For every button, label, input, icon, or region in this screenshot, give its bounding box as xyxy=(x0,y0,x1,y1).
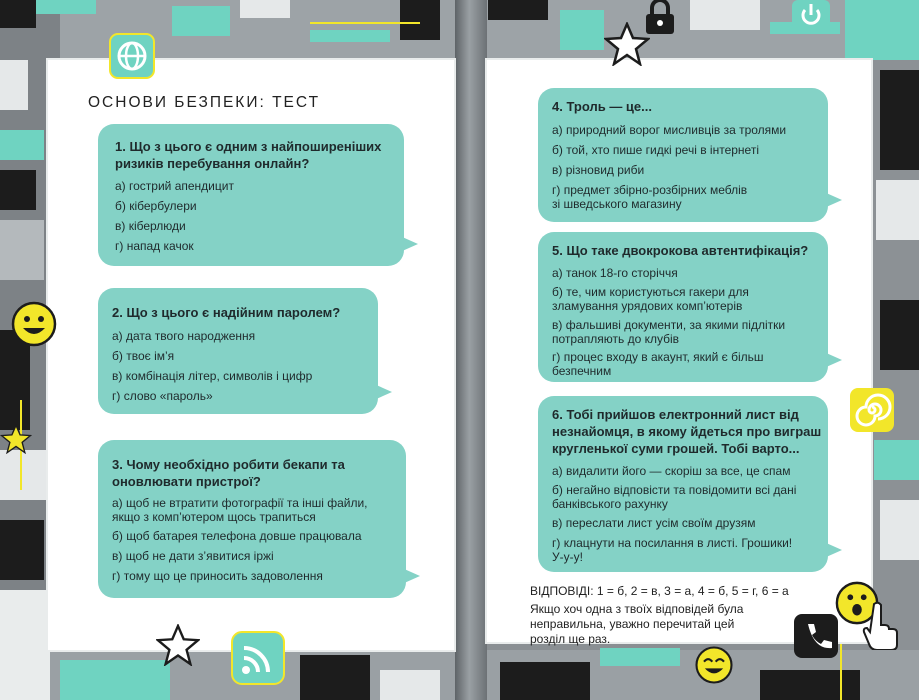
question-bubble-2 xyxy=(98,288,378,414)
answer-option[interactable]: а) танок 18-го сторіччя xyxy=(552,266,678,280)
phone-icon xyxy=(792,612,840,660)
question-3-text: 3. Чому необхідно робити бекапи та оновлювати пристрої? xyxy=(112,457,345,489)
answer-option[interactable]: г) тому що це приносить задоволення xyxy=(112,569,323,583)
question-bubble-6 xyxy=(538,396,828,572)
answer-option[interactable]: б) той, хто пише гидкі речі в інтернеті xyxy=(552,143,759,157)
smiley-icon xyxy=(694,645,734,685)
answer-option[interactable]: б) негайно відповісти та повідомити всі дані банківського рахунку xyxy=(552,483,797,511)
answer-note: Якщо хоч одна з твоїх відповідей була неправильна, уважно перечитай цей розділ ще раз. xyxy=(530,602,744,646)
question-bubble-1 xyxy=(98,124,404,266)
pointing-hand-icon xyxy=(860,600,904,650)
answer-option[interactable]: а) природний ворог мисливців за тролями xyxy=(552,123,787,137)
power-icon xyxy=(792,0,830,30)
answer-option[interactable]: в) фальшиві документи, за якими підлітки потрапляють до клубів xyxy=(552,318,786,346)
spiral-icon xyxy=(848,386,896,434)
answer-option[interactable]: а) щоб не втратити фотографії та інші файли, якщо з комп’ютером щось трапиться xyxy=(112,496,368,524)
answer-option[interactable]: г) предмет збірно-розбірних меблів зі шведського магазину xyxy=(552,183,748,211)
question-bubble-3 xyxy=(98,440,406,598)
answer-option[interactable]: б) твоє ім’я xyxy=(112,349,175,363)
question-2-text: 2. Що з цього є надійним паролем? xyxy=(112,305,341,320)
question-bubble-4 xyxy=(538,88,828,222)
star-icon xyxy=(156,624,200,666)
question-bubble-5 xyxy=(538,232,828,382)
answer-key xyxy=(530,584,789,598)
book-gutter xyxy=(455,0,487,700)
globe-icon xyxy=(108,32,156,80)
answer-option[interactable]: г) клацнути на посилання в листі. Грошики! У-у-у! xyxy=(552,536,793,564)
answer-option[interactable]: б) щоб батарея телефона довше працювала xyxy=(112,529,362,543)
smiley-icon xyxy=(10,300,58,348)
answer-option[interactable]: в) кіберлюди xyxy=(115,219,186,233)
answer-option[interactable]: а) видалити його — скоріш за все, це спам xyxy=(552,464,791,478)
answer-option[interactable]: в) комбінація літер, символів і цифр xyxy=(112,369,313,383)
answer-option[interactable]: в) різновид риби xyxy=(552,163,645,177)
page-title: ОСНОВИ БЕЗПЕКИ: ТЕСТ xyxy=(88,94,321,111)
question-5-text: 5. Що таке двокрокова автентифікація? xyxy=(552,243,809,258)
star-icon xyxy=(604,22,650,66)
answer-option[interactable]: г) напад качок xyxy=(115,239,194,253)
question-1-text: 1. Що з цього є одним з найпоширеніших ризиків перебування онлайн? xyxy=(115,139,382,171)
question-6-text: 6. Тобі прийшов електронний лист від незнайомця, в якому йдеться про виграш кругленької суми грошей. Тобі варто... xyxy=(552,407,822,456)
answer-option[interactable]: г) процес входу в акаунт, який є більш безпечним xyxy=(552,350,764,378)
answer-option[interactable]: а) дата твого народження xyxy=(112,329,256,343)
answer-option[interactable]: б) кібербулери xyxy=(115,199,197,213)
answer-option[interactable]: б) те, чим користуються гакери для зламування урядових комп’ютерів xyxy=(552,285,749,313)
star-icon xyxy=(0,424,32,454)
answer-option[interactable]: г) слово «пароль» xyxy=(112,389,213,403)
answer-key-label: ВІДПОВІДІ: xyxy=(530,584,594,598)
answer-option[interactable]: в) щоб не дати з’явитися іржі xyxy=(112,549,274,563)
question-4-text: 4. Троль — це... xyxy=(552,99,652,114)
answer-option[interactable]: а) гострий апендицит xyxy=(115,179,234,193)
wifi-icon xyxy=(230,630,286,686)
answer-key-values: 1 = б, 2 = в, 3 = а, 4 = б, 5 = г, 6 = а xyxy=(593,584,789,598)
answer-option[interactable]: в) переслати лист усім своїм друзям xyxy=(552,516,756,530)
